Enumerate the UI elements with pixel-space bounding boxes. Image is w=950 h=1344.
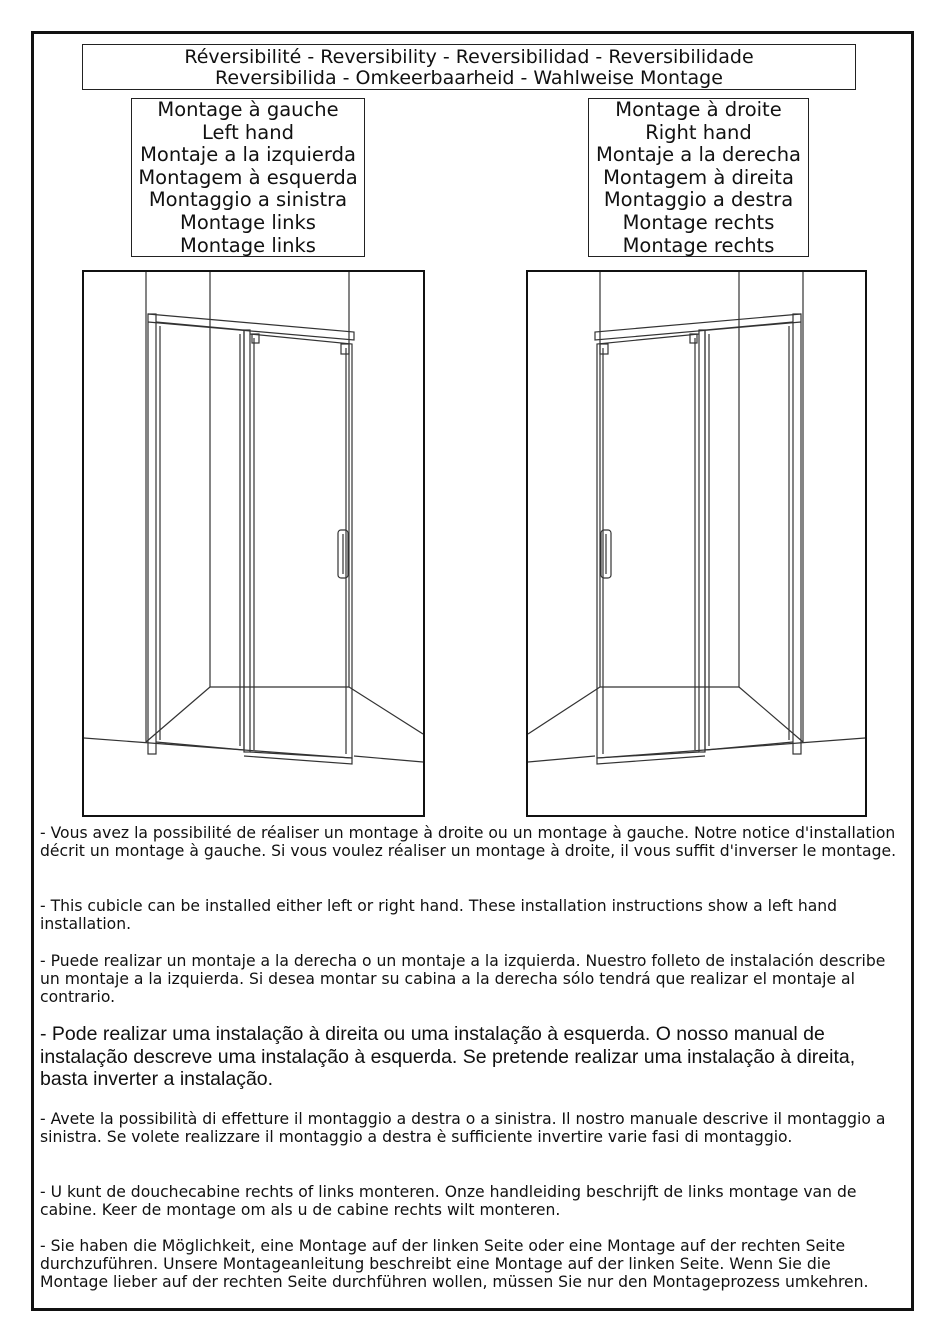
title-line-2: Reversibilida - Omkeerbaarheid - Wahlweise Montage bbox=[215, 67, 723, 89]
fixed-panel bbox=[156, 322, 244, 750]
paragraph-german: - Sie haben die Möglichkeit, eine Montage auf der linken Seite oder eine Montage auf der rechten Seite durchzuführen. Unsere Montageanleitung beschreibt eine Montage auf der linken Seite. Wenn Sie die Montage lieber auf der rechten Seite durchführen wollen, müssen Sie nur den Montageprozess umkehren. bbox=[40, 1237, 869, 1291]
right-shower-svg bbox=[528, 272, 865, 815]
left-label-es: Montaje a la izquierda bbox=[140, 143, 356, 167]
left-hand-label-box bbox=[131, 98, 365, 257]
right-label-nl: Montage rechts bbox=[622, 210, 775, 234]
top-rail bbox=[148, 314, 354, 340]
right-hand-shower-drawing bbox=[526, 270, 867, 817]
left-label-de: Montage links bbox=[180, 233, 316, 257]
left-label-pt: Montagem à esquerda bbox=[138, 165, 358, 189]
paragraph-portuguese: - Pode realizar uma instalação à direita ou uma instalação à esquerda. O nosso manual de instalação descreve uma instalação à esquerda. Se pretende realizar uma instalação à direita, basta inverter a instalação. bbox=[40, 1023, 856, 1090]
paragraph-italian: - Avete la possibilità di effetture il montaggio a destra o a sinistra. Il nostro manuale descrive il montaggio a sinistra. Se volete realizzare il montaggio a destra è sufficiente invertire varie fasi di montaggio. bbox=[40, 1110, 886, 1146]
top-pivot bbox=[341, 344, 349, 354]
right-label-es: Montaje a la derecha bbox=[595, 143, 802, 167]
paragraph-english: - This cubicle can be installed either left or right hand. These installation instructions show a left hand installation. bbox=[40, 897, 838, 933]
left-label-it: Montaggio a sinistra bbox=[148, 188, 348, 212]
right-label-fr: Montage à droite bbox=[615, 98, 782, 121]
left-shower-svg bbox=[84, 272, 423, 815]
title-line-1: Réversibilité - Reversibility - Reversibilidad - Reversibilidade bbox=[184, 46, 754, 68]
floor-front-right bbox=[354, 756, 423, 762]
floor-right-line bbox=[349, 687, 423, 734]
right-hand-label-box bbox=[588, 98, 809, 257]
paragraph-dutch: - U kunt de douchecabine rechts of links monteren. Onze handleiding beschrijft de links montage van de cabine. Keer de montage om als u de cabine rechts wilt monteren. bbox=[40, 1183, 857, 1219]
right-label-en: Right hand bbox=[645, 120, 752, 144]
left-label-nl: Montage links bbox=[180, 210, 316, 234]
right-label-pt: Montagem à direita bbox=[603, 165, 794, 189]
wall-profile bbox=[148, 314, 156, 754]
left-label-fr: Montage à gauche bbox=[157, 98, 339, 121]
reversibility-title-box bbox=[82, 44, 856, 90]
right-label-it: Montaggio a destra bbox=[603, 188, 794, 212]
door-panel bbox=[250, 334, 352, 758]
door-hinge-profile bbox=[244, 330, 250, 752]
left-hand-shower-drawing bbox=[82, 270, 425, 817]
right-label-de: Montage rechts bbox=[622, 233, 775, 257]
left-label-en: Left hand bbox=[202, 120, 294, 144]
paragraph-spanish: - Puede realizar un montaje a la derecha o un montaje a la izquierda. Nuestro folleto de instalación describe un montaje a la izquierda. Si desea montar su cabina a la derecha sólo tendrá que realizar el montaje al contrario. bbox=[40, 952, 886, 1006]
paragraph-french: - Vous avez la possibilité de réaliser un montage à droite ou un montage à gauche. Notre notice d'installation décrit un montage à gauche. Si vous voulez réaliser un montage à droite, il vous suffit d'inverser le montage. bbox=[40, 824, 897, 860]
